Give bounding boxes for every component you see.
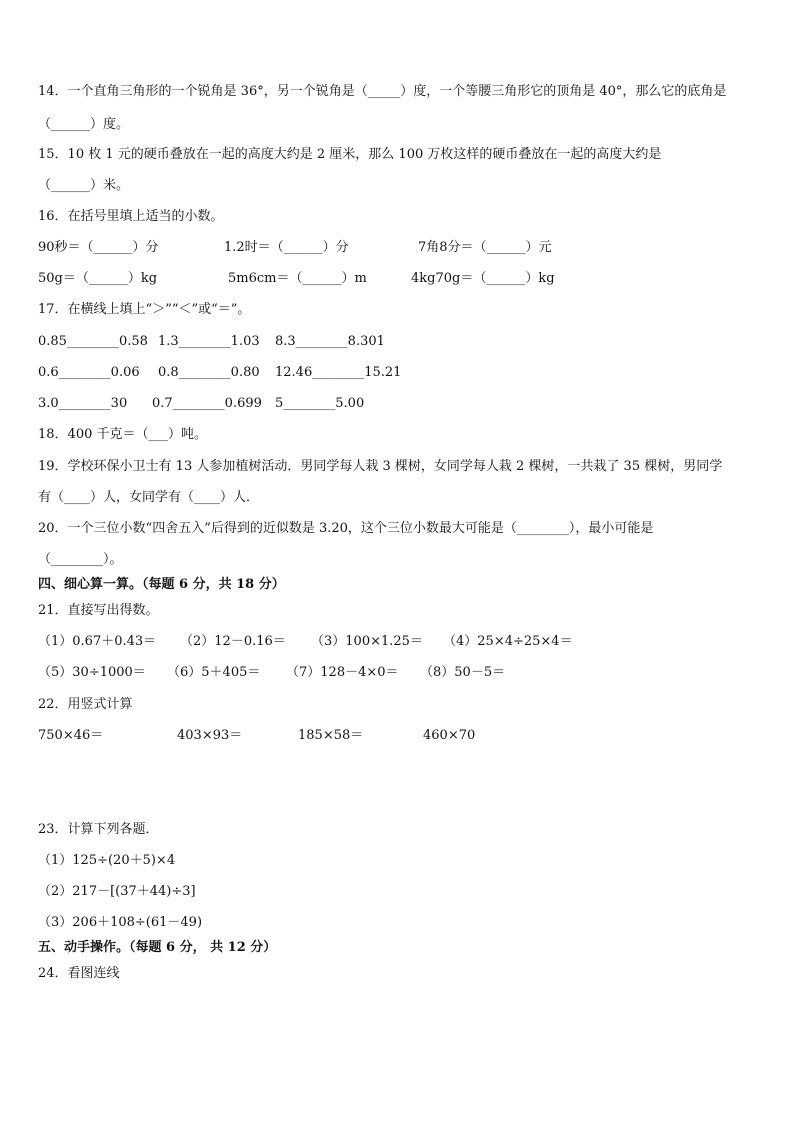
q17-item: 1.3________1.03: [158, 334, 260, 349]
q21-item: （5）30÷1000＝: [38, 665, 146, 680]
q15-line1: 15．10 枚 1 元的硬币叠放在一起的高度大约是 2 厘米，那么 100 万枚这样的硬币叠放在一起的高度大约是: [38, 147, 662, 162]
section4-heading: 四、细心算一算。（每题 6 分，共 18 分）: [38, 577, 285, 592]
q16-item: 4kg70g＝（______）kg: [411, 271, 555, 286]
q16-item: 90秒＝（______）分: [38, 240, 159, 255]
q16-item: 1.2时＝（______）分: [224, 240, 349, 255]
q21-item: （1）0.67＋0.43＝: [38, 634, 157, 649]
q22-title: 22．用竖式计算: [38, 697, 133, 712]
q23-item: （1）125÷(20＋5)×4: [38, 853, 176, 868]
q19-line2: 有（____）人，女同学有（____）人．: [38, 490, 260, 505]
q22-item: 460×70: [423, 728, 476, 743]
q17-title: 17．在横线上填上“＞”“＜”或“＝”。: [38, 302, 251, 317]
q20-line2: （________）。: [38, 552, 123, 567]
q21-item: （7）128－4×0＝: [286, 665, 399, 680]
q17-item: 0.6________0.06: [38, 365, 140, 380]
q21-item: （8）50－5＝: [420, 665, 506, 680]
q18-line1: 18．400 千克＝（___）吨。: [38, 427, 207, 442]
q15-line2: （______）米。: [38, 178, 130, 193]
q23-item: （3）206＋108÷(61－49): [38, 915, 203, 930]
q24-title: 24．看图连线: [38, 966, 120, 981]
q14-line1: 14．一个直角三角形的一个锐角是 36°，另一个锐角是（_____）度，一个等腰三角形它的顶角是 40°，那么它的底角是: [38, 84, 727, 99]
q17-item: 0.7________0.699: [152, 396, 262, 411]
q23-title: 23．计算下列各题．: [38, 822, 159, 837]
q22-item: 185×58＝: [298, 728, 364, 743]
q16-item: 5m6cm＝（______）m: [228, 271, 367, 286]
q23-item: （2）217－[(37＋44)÷3]: [38, 884, 196, 899]
q16-item: 7角8分＝（______）元: [418, 240, 552, 255]
q22-item: 750×46＝: [38, 728, 104, 743]
q21-title: 21．直接写出得数。: [38, 603, 159, 618]
q21-item: （3）100×1.25＝: [311, 634, 423, 649]
section5-heading: 五、动手操作。（每题 6 分， 共 12 分）: [38, 940, 277, 955]
q17-item: 12.46________15.21: [275, 365, 402, 380]
q17-item: 3.0________30: [38, 396, 128, 411]
q20-line1: 20．一个三位小数“四舍五入”后得到的近似数是 3.20，这个三位小数最大可能是（________），最小可能是: [38, 521, 654, 536]
q16-title: 16．在括号里填上适当的小数。: [38, 209, 224, 224]
q22-item: 403×93＝: [177, 728, 243, 743]
q17-item: 0.85________0.58: [38, 334, 148, 349]
q17-item: 5________5.00: [275, 396, 365, 411]
q21-item: （6）5＋405＝: [167, 665, 261, 680]
q21-item: （4）25×4÷25×4＝: [443, 634, 573, 649]
q21-item: （2）12－0.16＝: [180, 634, 286, 649]
q16-item: 50g＝（______）kg: [38, 271, 158, 286]
q19-line1: 19．学校环保小卫士有 13 人参加植树活动．男同学每人栽 3 棵树，女同学每人栽 2 棵树，一共栽了 35 棵树，男同学: [38, 459, 723, 474]
q17-item: 8.3________8.301: [275, 334, 385, 349]
q17-item: 0.8________0.80: [158, 365, 260, 380]
q14-line2: （______）度。: [38, 117, 130, 132]
